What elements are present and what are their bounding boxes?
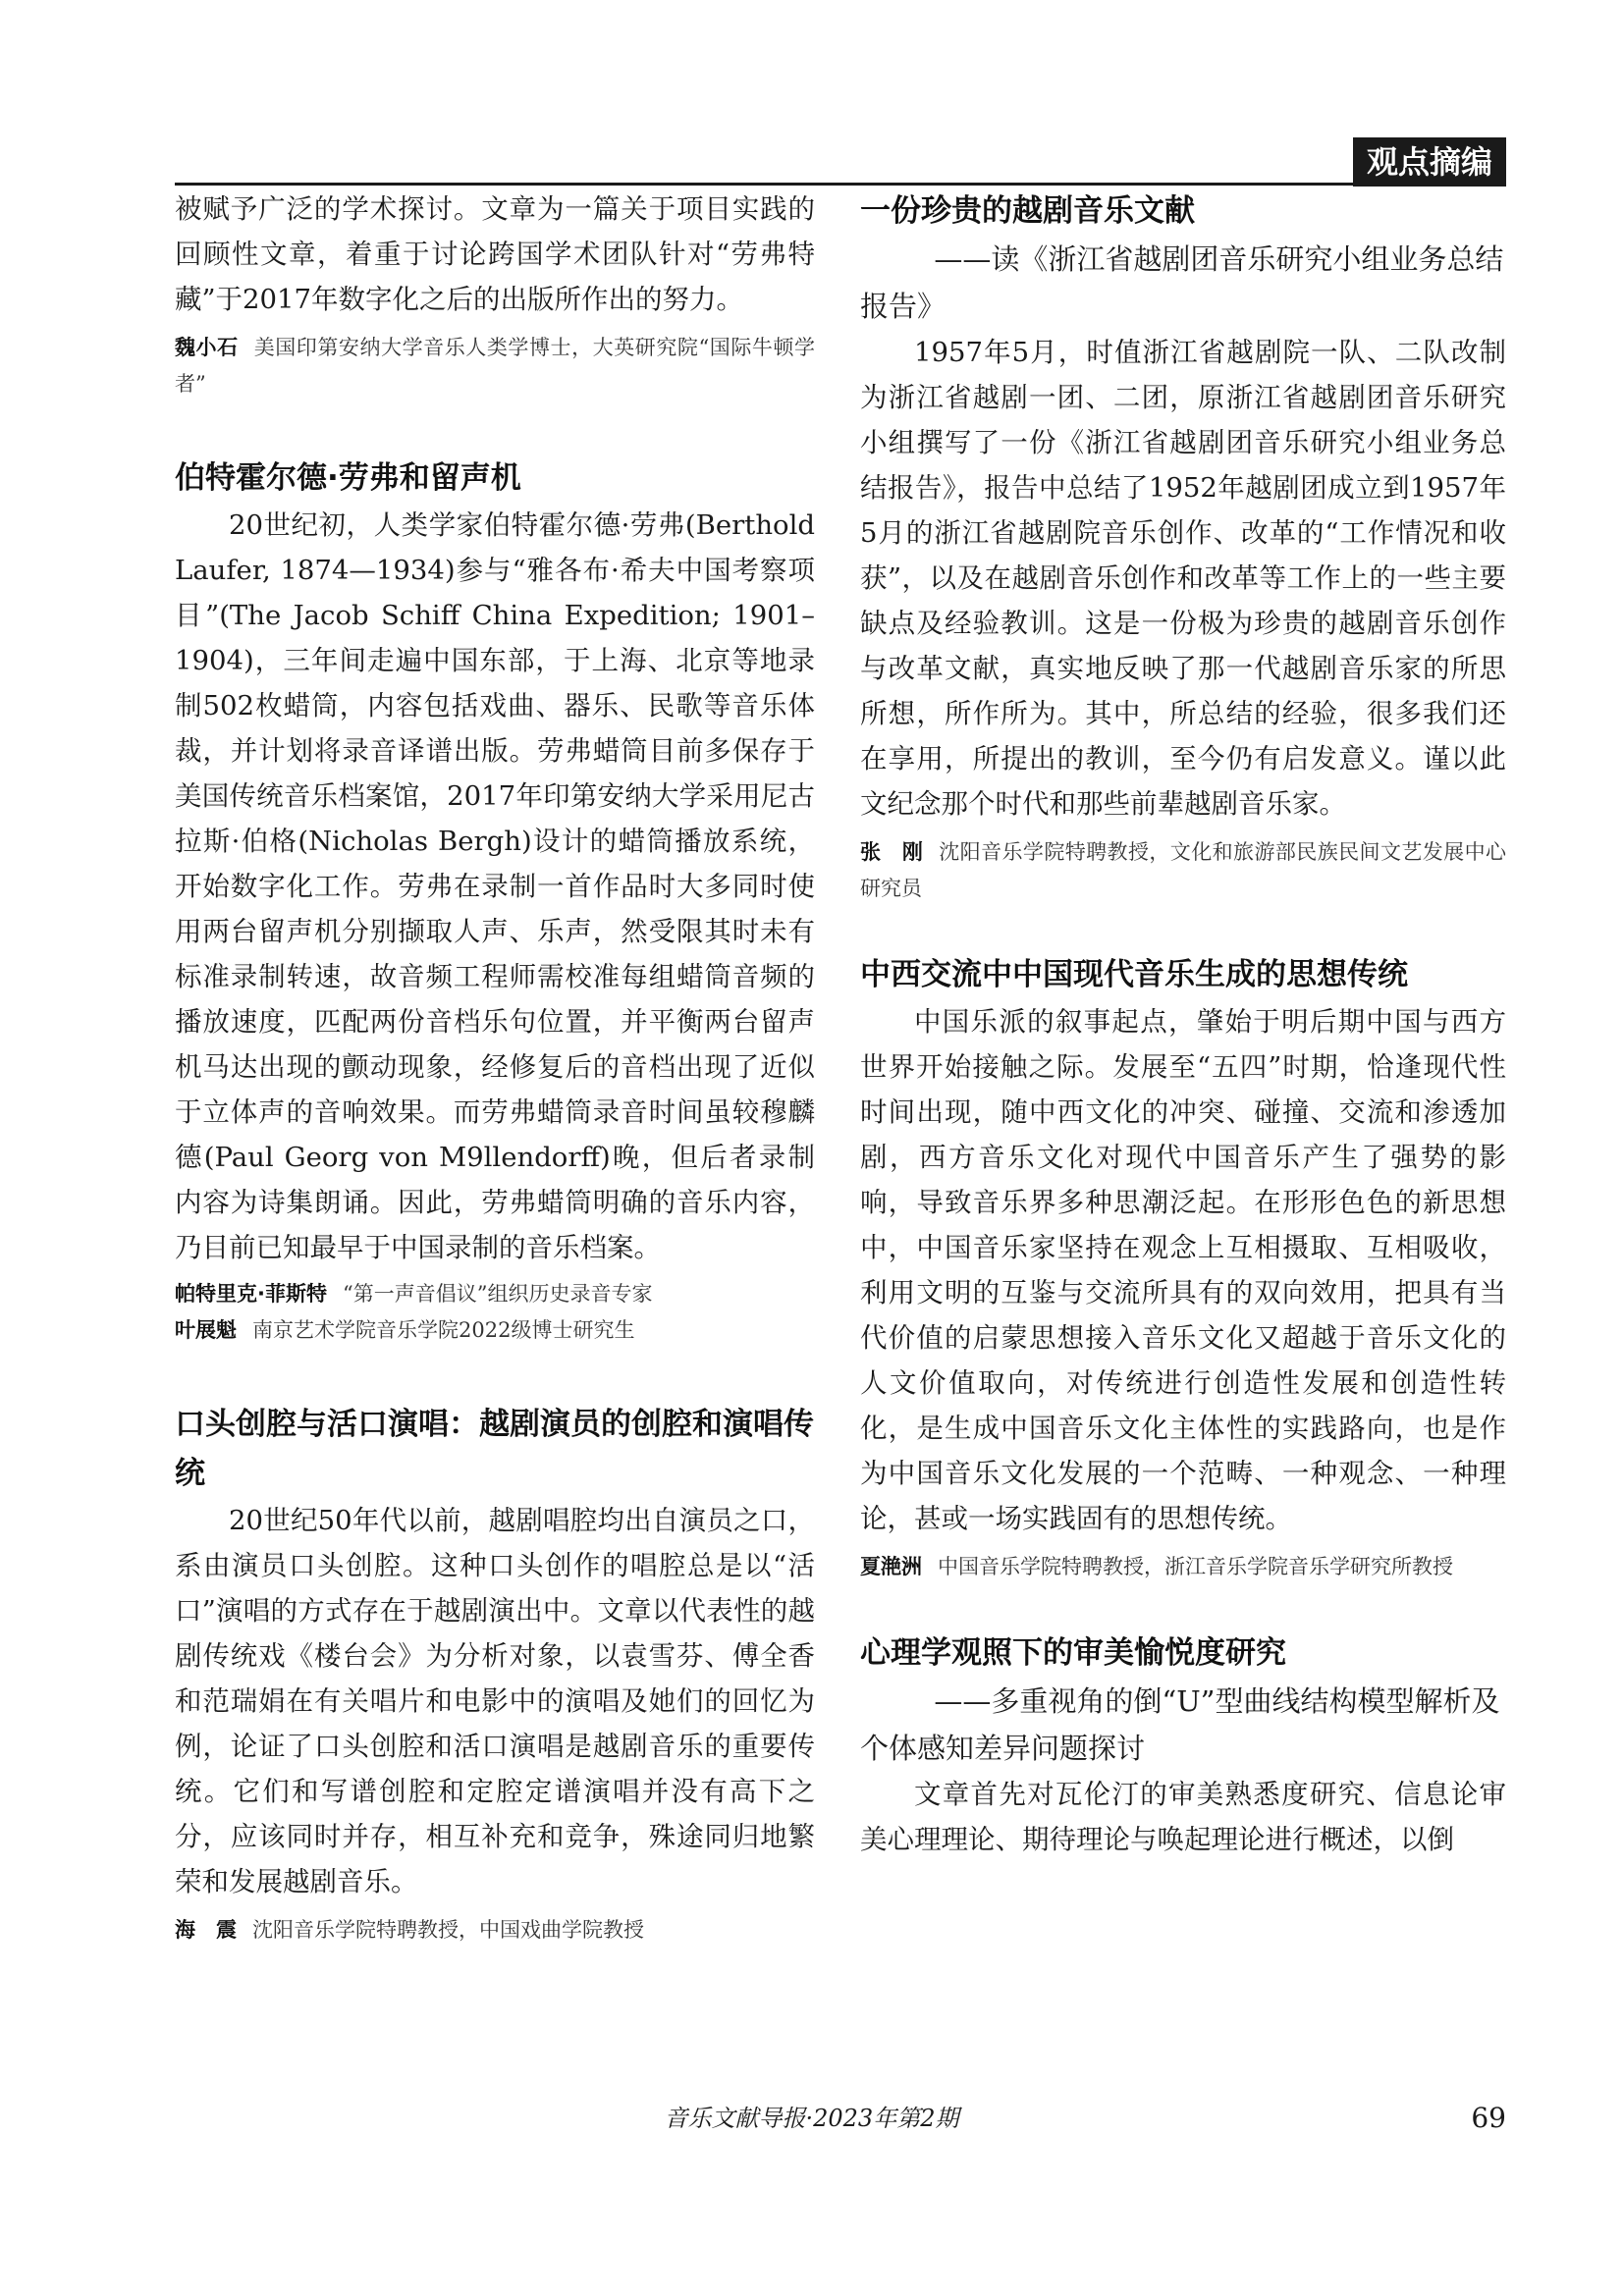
article-body: 中国乐派的叙事起点，肇始于明后期中国与西方世界开始接触之际。发展至“五四”时期，恰逢现代性时间出现，随中西文化的冲突、碰撞、交流和渗透加剧，西方音乐文化对现代中国音乐产生了强势的影响，导致音乐界多种思潮泛起。在形形色色的新思想中，中国音乐家坚持在观念上互相摄取、互相吸收，利用文明的互鉴与交流所具有的双向效用，把具有当代价值的启蒙思想接入音乐文化又超越于音乐文化的人文价值取向，对传统进行创造性发展和创造性转化，是生成中国音乐文化主体性的实践路向，也是作为中国音乐文化发展的一个范畴、一种观念、一种理论，甚或一场实践固有的思想传统。 [860, 1006, 1506, 1534]
author-affiliation: 美国印第安纳大学音乐人类学博士，大英研究院“国际牛顿学者” [175, 336, 816, 396]
right-column [860, 187, 1506, 1862]
author-affiliation: 中国音乐学院特聘教授，浙江音乐学院音乐学研究所教授 [938, 1555, 1453, 1578]
author-name: 张 刚 [860, 840, 924, 864]
left-column [175, 187, 815, 1949]
page-footer [0, 2099, 1623, 2138]
article-title: 一份珍贵的越剧音乐文献 [860, 193, 1195, 229]
continuation-text: 被赋予广泛的学术探讨。文章为一篇关于项目实践的回顾性文章，着重于讨论跨国学术团队针对“劳弗特藏”于2017年数字化之后的出版所作出的努力。 [175, 193, 815, 315]
article-title: 口头创腔与活口演唱：越剧演员的创腔和演唱传统 [175, 1407, 814, 1491]
article-body: 1957年5月，时值浙江省越剧院一队、二队改制为浙江省越剧一团、二团，原浙江省越剧团音乐研究小组撰写了一份《浙江省越剧团音乐研究小组业务总结报告》，报告中总结了1952年越剧团成立到1957年5月的浙江省越剧院音乐创作、改革的“工作情况和收获”，以及在越剧音乐创作和改革等工作上的一些主要缺点及经验教训。这是一份极为珍贵的越剧音乐创作与改革文献，真实地反映了那一代越剧音乐家的所思所想，所作所为。其中，所总结的经验，很多我们还在享用，所提出的教训，至今仍有启发意义。谨以此文纪念那个时代和那些前辈越剧音乐家。 [860, 337, 1506, 820]
section-tag: 观点摘编 [1353, 137, 1506, 187]
author-affiliation: 沈阳音乐学院特聘教授，中国戏曲学院教授 [252, 1918, 644, 1942]
author-name: 叶展魁 [175, 1318, 237, 1342]
article-subtitle: ——多重视角的倒“U”型曲线结构模型解析及个体感知差异问题探讨 [860, 1684, 1500, 1765]
article-title: 中西交流中中国现代音乐生成的思想传统 [860, 957, 1408, 992]
page-number: 69 [1471, 2102, 1506, 2134]
author-name: 帕特里克·菲斯特 [175, 1282, 327, 1306]
article-title: 伯特霍尔德·劳弗和留声机 [175, 460, 521, 496]
author-affiliation: “第一声音倡议”组织历史录音专家 [342, 1282, 653, 1306]
author-line [860, 1549, 1506, 1585]
author-affiliation: 南京艺术学院音乐学院2022级博士研究生 [252, 1318, 635, 1342]
article-body: 文章首先对瓦伦汀的审美熟悉度研究、信息论审美心理理论、期待理论与唤起理论进行概述，以倒 [860, 1779, 1506, 1855]
author-affiliation: 沈阳音乐学院特聘教授，文化和旅游部民族民间文艺发展中心研究员 [860, 840, 1507, 900]
journal-name: 音乐文献导报·2023年第2期 [664, 2105, 959, 2132]
header-rule [175, 183, 1506, 186]
article-title: 心理学观照下的审美愉悦度研究 [860, 1635, 1286, 1671]
author-name: 夏滟洲 [860, 1555, 922, 1578]
author-name: 海 震 [175, 1918, 237, 1942]
author-line [175, 1912, 815, 1949]
article-body: 20世纪50年代以前，越剧唱腔均出自演员之口，系由演员口头创腔。这种口头创作的唱腔总是以“活口”演唱的方式存在于越剧演出中。文章以代表性的越剧传统戏《楼台会》为分析对象，以袁雪芬、傅全香和范瑞娟在有关唱片和电影中的演唱及她们的回忆为例，论证了口头创腔和活口演唱是越剧音乐的重要传统。它们和写谱创腔和定腔定谱演唱并没有高下之分，应该同时并存，相互补充和竞争，殊途同归地繁荣和发展越剧音乐。 [175, 1505, 815, 1897]
author-line [175, 330, 815, 402]
author-line [175, 1312, 815, 1349]
author-name: 魏小石 [175, 336, 239, 359]
article-body: 20世纪初，人类学家伯特霍尔德·劳弗(Berthold Laufer, 1874—1934)参与“雅各布·希夫中国考察项目”(The Jacob Schiff China Expedition; 1901–1904)，三年间走遍中国东部，于上海、北京等地录制502枚蜡筒，内容包括戏曲、器乐、民歌等音乐体裁，并计划将录音译谱出版。劳弗蜡筒目前多保存于美国传统音乐档案馆，2017年印第安纳大学采用尼古拉斯·伯格(Nicholas Bergh)设计的蜡筒播放系统，开始数字化工作。劳弗在录制一首作品时大多同时使用两台留声机分别撷取人声、乐声，然受限其时未有标准录制转速，故音频工程师需校准每组蜡筒音频的播放速度，匹配两份音档乐句位置，并平衡两台留声机马达出现的颤动现象，经修复后的音档出现了近似于立体声的音响效果。而劳弗蜡筒录音时间虽较穆麟德(Paul Georg von M9llendorff)晚，但后者录制内容为诗集朗诵。因此，劳弗蜡筒明确的音乐内容，乃目前已知最早于中国录制的音乐档案。 [175, 509, 815, 1263]
article-subtitle: ——读《浙江省越剧团音乐研究小组业务总结报告》 [860, 242, 1504, 323]
author-line [175, 1276, 815, 1312]
author-line [860, 834, 1506, 907]
